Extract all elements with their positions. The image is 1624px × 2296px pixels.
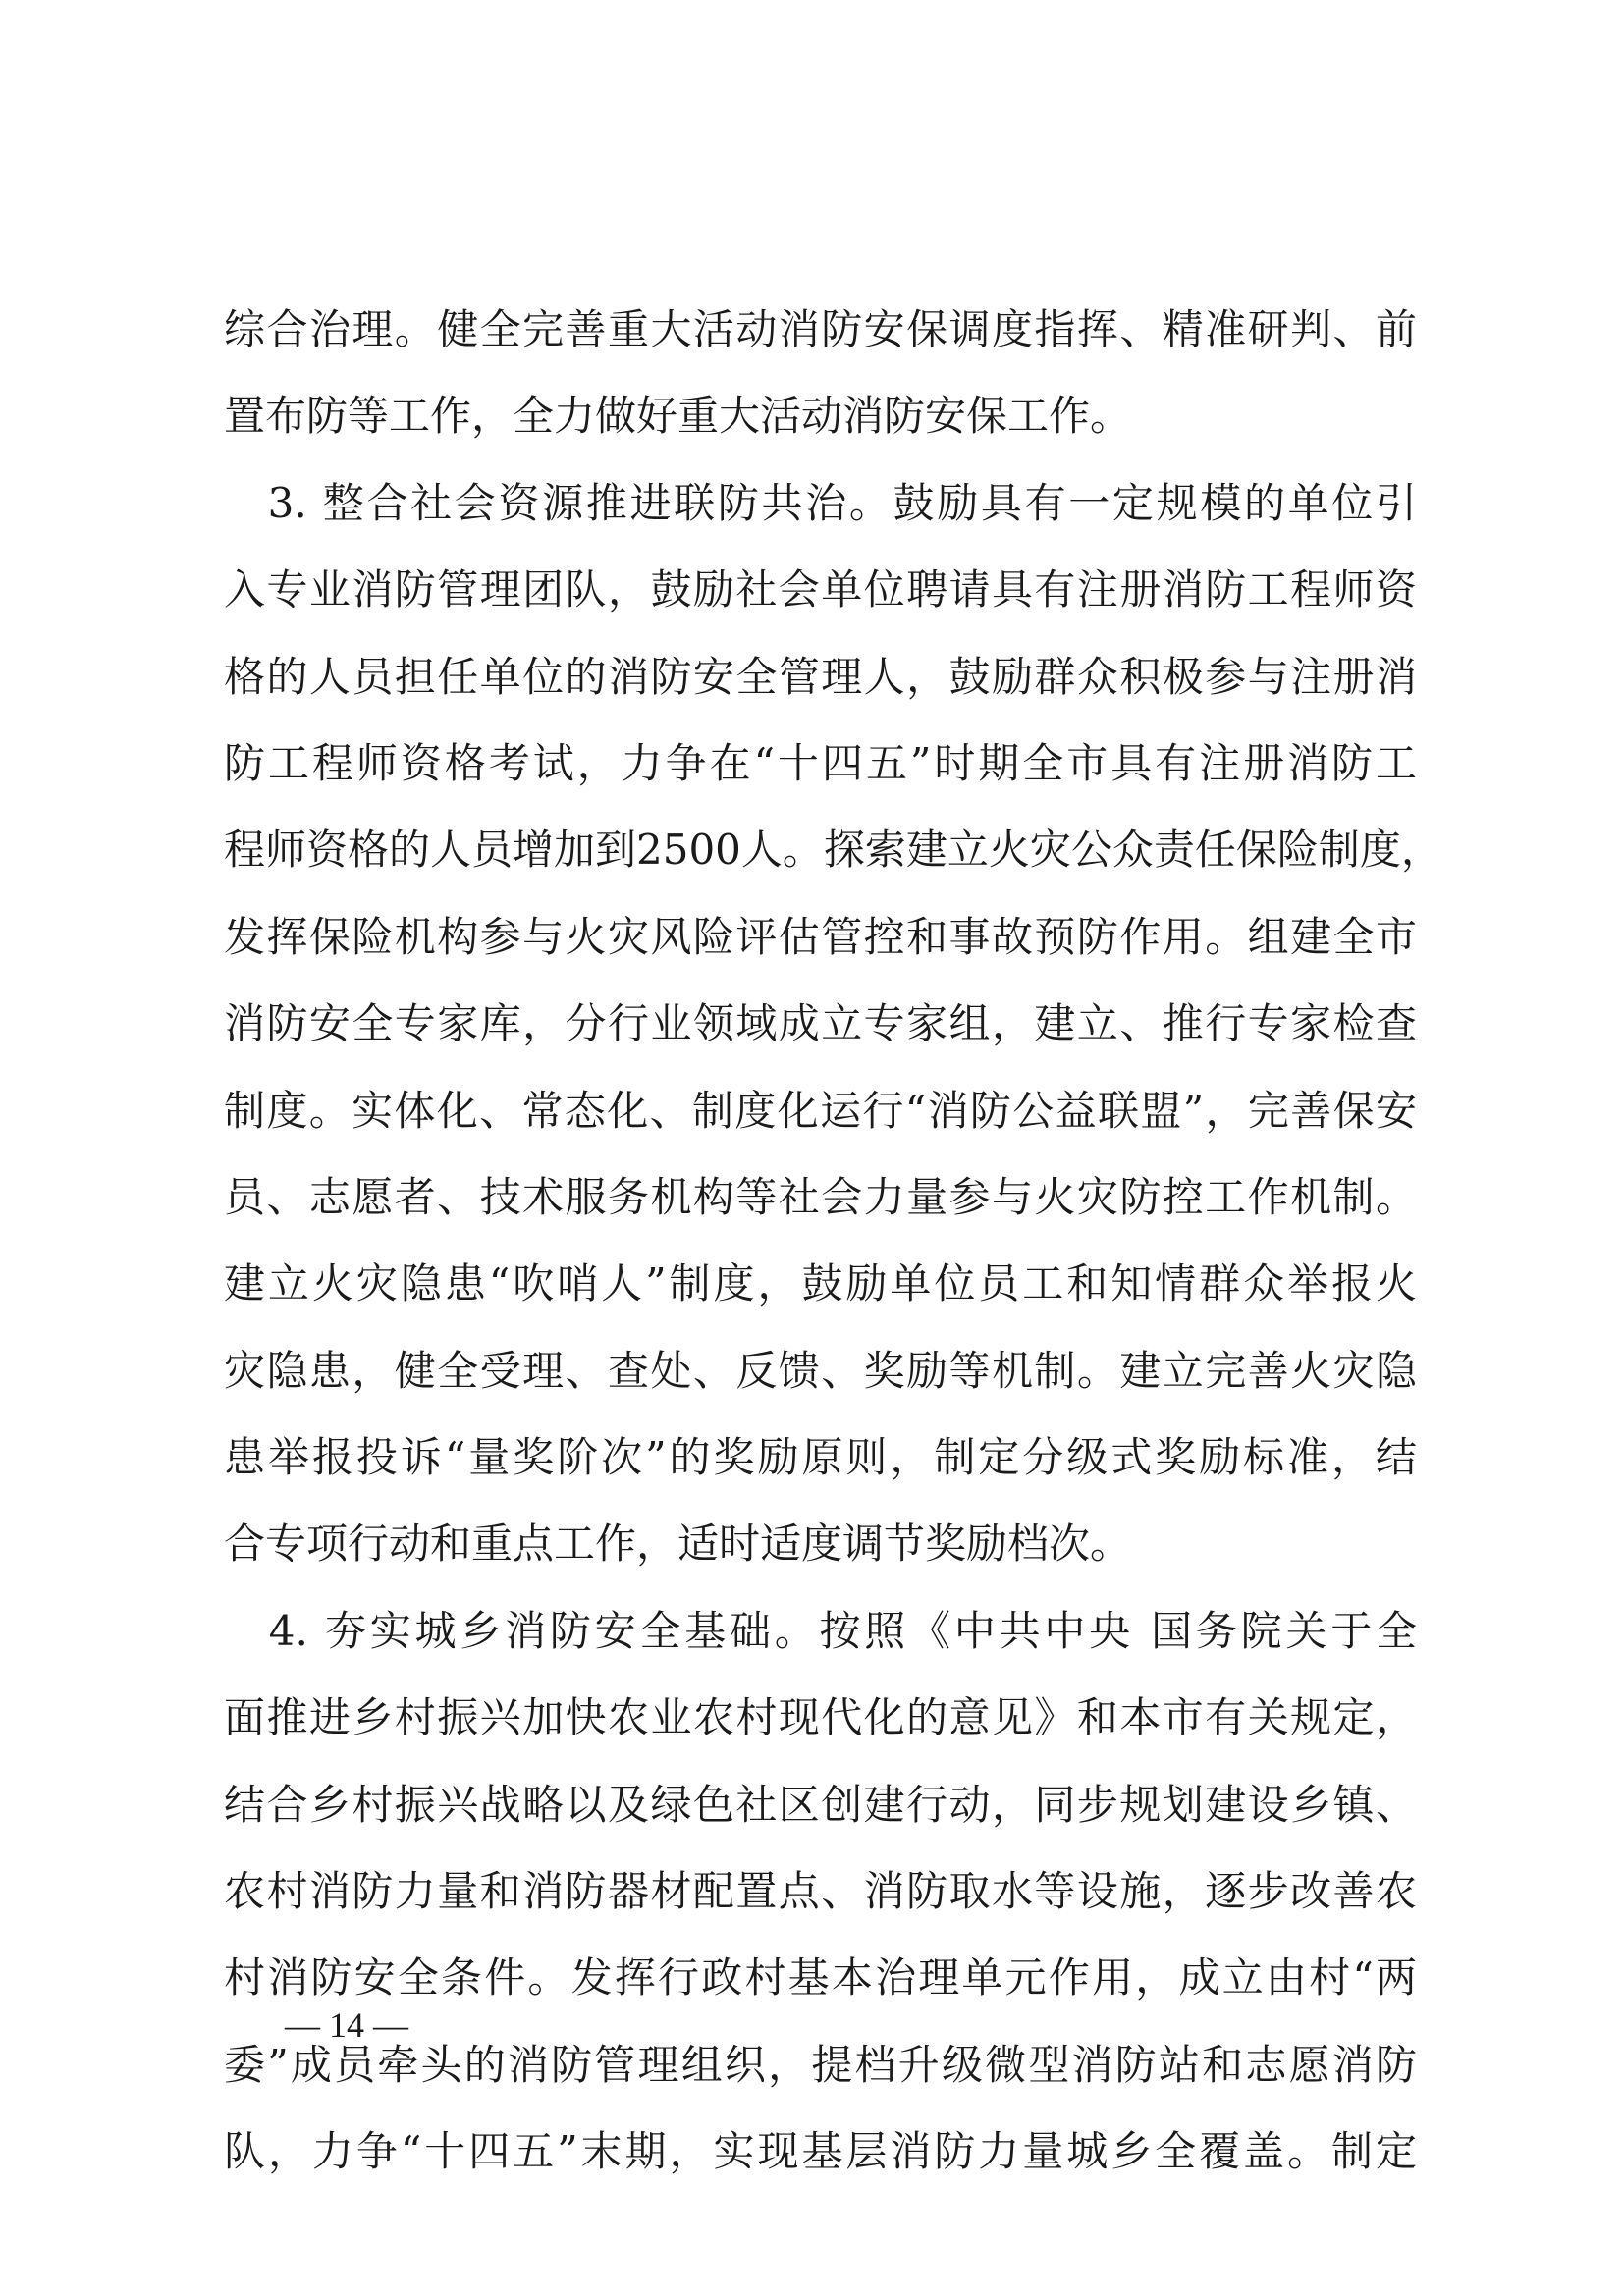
text-line: 员、志愿者、技术服务机构等社会力量参与火灾防控工作机制。 [224, 1172, 1417, 1221]
text-line: 消防安全专家库，分行业领域成立专家组，建立、推行专家检查 [224, 999, 1417, 1048]
text-line: 患举报投诉“量奖阶次”的奖励原则，制定分级式奖励标准，结 [224, 1433, 1417, 1482]
text-line: 农村消防力量和消防器材配置点、消防取水等设施，逐步改善农 [224, 1867, 1417, 1916]
text-line: 队，力争“十四五”末期，实现基层消防力量城乡全覆盖。制定 [224, 2127, 1417, 2176]
body-text [224, 287, 1442, 2196]
text-line: 入专业消防管理团队，鼓励社会单位聘请具有注册消防工程师资 [224, 565, 1417, 614]
text-line: 结合乡村振兴战略以及绿色社区创建行动，同步规划建设乡镇、 [224, 1780, 1417, 1829]
text-line: 合专项行动和重点工作，适时适度调节奖励档次。 [224, 1520, 1132, 1569]
text-line: 发挥保险机构参与火灾风险评估管控和事故预防作用。组建全市 [224, 912, 1417, 961]
text-line: 村消防安全条件。发挥行政村基本治理单元作用，成立由村“两 [224, 1953, 1417, 2002]
text-line: 灾隐患，健全受理、查处、反馈、奖励等机制。建立完善火灾隐 [224, 1346, 1417, 1395]
text-line: 制度。实体化、常态化、制度化运行“消防公益联盟”，完善保安 [224, 1086, 1417, 1135]
paragraph-4-heading-line: 4. 夯实城乡消防安全基础。按照《中共中央 国务院关于全 [224, 1606, 1417, 1655]
text-line: 综合治理。健全完善重大活动消防安保调度指挥、精准研判、前 [224, 305, 1417, 353]
text-line: 置布防等工作，全力做好重大活动消防安保工作。 [224, 392, 1132, 441]
text-line: 程师资格的人员增加到2500人。探索建立火灾公众责任保险制度， [224, 826, 1442, 875]
text-line: 防工程师资格考试，力争在“十四五”时期全市具有注册消防工 [224, 738, 1417, 787]
page-number: — 14 — [285, 2005, 408, 2045]
text-line: 格的人员担任单位的消防安全管理人，鼓励群众积极参与注册消 [224, 652, 1417, 701]
text-line: 建立火灾隐患“吹哨人”制度，鼓励单位员工和知情群众举报火 [224, 1259, 1417, 1308]
text-line: 委”成员牵头的消防管理组织，提档升级微型消防站和志愿消防 [224, 2040, 1417, 2089]
paragraph-3-heading-line: 3. 整合社会资源推进联防共治。鼓励具有一定规模的单位引 [224, 478, 1417, 527]
text-line: 面推进乡村振兴加快农业农村现代化的意见》和本市有关规定， [224, 1693, 1417, 1742]
